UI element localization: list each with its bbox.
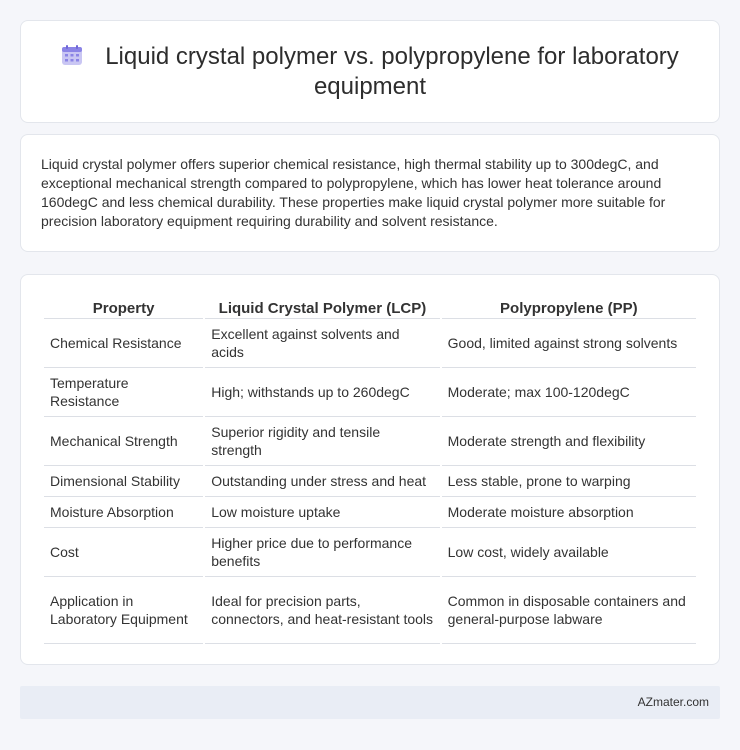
table-row	[44, 528, 696, 577]
table-cell-pp: Low cost, widely available	[442, 528, 696, 577]
page-title	[51, 42, 689, 102]
table-cell-property: Temperature Resistance	[44, 368, 203, 417]
table-cell-property: Mechanical Strength	[44, 417, 203, 466]
table-cell-pp: Good, limited against strong solvents	[442, 319, 696, 368]
table-cell-pp: Moderate moisture absorption	[442, 497, 696, 528]
summary-text: Liquid crystal polymer offers superior chemical resistance, high thermal stability up to 300degC, and exceptional mechanical strength compared to polypropylene, which has lower heat tolerance around 160degC and less chemical durability. These properties make liquid crystal polymer more suitable for precision laboratory equipment requiring durability and solvent resistance.	[41, 156, 666, 229]
table-cell-pp: Moderate strength and flexibility	[442, 417, 696, 466]
table-row	[44, 417, 696, 466]
table-cell-property: Cost	[44, 528, 203, 577]
comparison-table-card	[20, 274, 720, 665]
column-header-property: Property	[44, 295, 203, 319]
calendar-icon	[61, 44, 83, 66]
table-row	[44, 368, 696, 417]
table-cell-pp: Less stable, prone to warping	[442, 466, 696, 497]
table-row	[44, 319, 696, 368]
table-header-row	[44, 295, 696, 319]
page-title-text: Liquid crystal polymer vs. polypropylene for laboratory equipment	[105, 42, 679, 100]
comparison-table	[42, 295, 698, 644]
title-card	[20, 20, 720, 123]
table-cell-lcp: Low moisture uptake	[205, 497, 439, 528]
column-header-pp: Polypropylene (PP)	[442, 295, 696, 319]
summary-card	[20, 134, 720, 252]
footer-brand: AZmater.com	[637, 695, 709, 709]
table-row	[44, 466, 696, 497]
table-cell-property: Moisture Absorption	[44, 497, 203, 528]
table-cell-lcp: Excellent against solvents and acids	[205, 319, 439, 368]
table-row	[44, 577, 696, 644]
table-cell-property: Dimensional Stability	[44, 466, 203, 497]
table-cell-pp: Moderate; max 100-120degC	[442, 368, 696, 417]
footer	[20, 686, 720, 719]
table-cell-property: Application in Laboratory Equipment	[44, 577, 203, 644]
table-cell-lcp: Higher price due to performance benefits	[205, 528, 439, 577]
table-cell-lcp: Superior rigidity and tensile strength	[205, 417, 439, 466]
table-cell-pp: Common in disposable containers and general-purpose labware	[442, 577, 696, 644]
table-cell-lcp: High; withstands up to 260degC	[205, 368, 439, 417]
table-cell-property: Chemical Resistance	[44, 319, 203, 368]
table-row	[44, 497, 696, 528]
table-cell-lcp: Outstanding under stress and heat	[205, 466, 439, 497]
table-cell-lcp: Ideal for precision parts, connectors, and heat-resistant tools	[205, 577, 439, 644]
column-header-lcp: Liquid Crystal Polymer (LCP)	[205, 295, 439, 319]
